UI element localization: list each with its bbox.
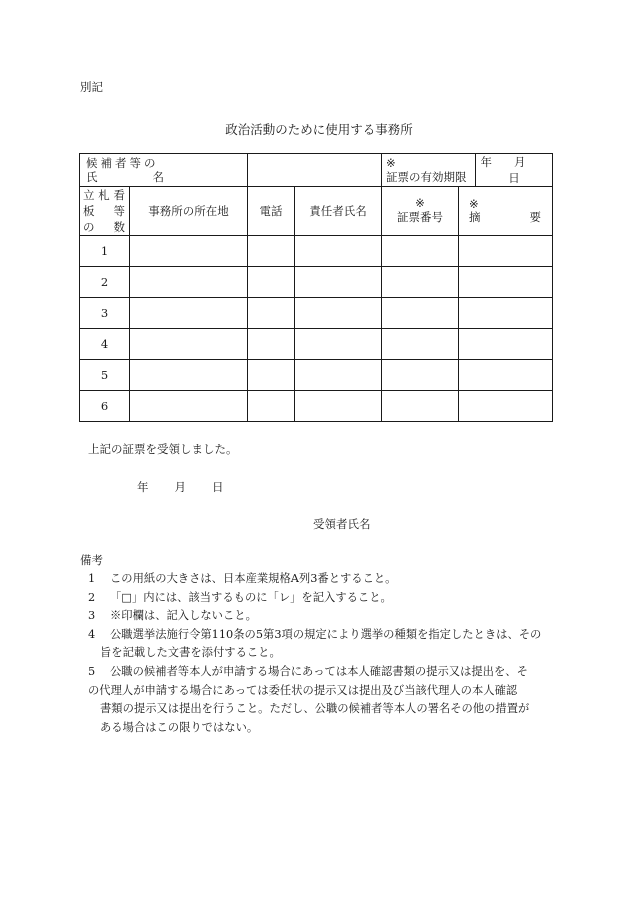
boards-count-header bbox=[80, 187, 130, 236]
boards-char-4: 板 bbox=[83, 204, 95, 218]
note-item bbox=[88, 570, 553, 589]
remarks-char-2: 要 bbox=[529, 210, 541, 224]
cert-number-column-header bbox=[382, 187, 459, 236]
note-item bbox=[88, 663, 553, 737]
remarks-column-header bbox=[459, 187, 553, 236]
table-row bbox=[80, 360, 553, 391]
table-row bbox=[80, 391, 553, 422]
notes-list bbox=[88, 570, 553, 737]
candidate-label-mei: 名 bbox=[152, 170, 164, 184]
manager-cell[interactable] bbox=[295, 391, 382, 422]
boards-char-7: 数 bbox=[113, 220, 125, 234]
table-row bbox=[80, 329, 553, 360]
manager-column-header: 責任者氏名 bbox=[295, 187, 382, 236]
note-text-continued: ある場合はこの限りではない。 bbox=[100, 720, 259, 734]
header-row-columns bbox=[80, 187, 553, 236]
cert-number-cell[interactable] bbox=[382, 298, 459, 329]
manager-cell[interactable] bbox=[295, 236, 382, 267]
remarks-cell[interactable] bbox=[459, 236, 553, 267]
note-text-continued: 書類の提示又は提出を行うこと。ただし、公職の候補者等本人の署名その他の措置が bbox=[100, 702, 530, 716]
note-number: 3 bbox=[88, 609, 96, 623]
table-row bbox=[80, 267, 553, 298]
row-number: 6 bbox=[80, 391, 130, 422]
note-text: この用紙の大きさは、日本産業規格A列3番とすること。 bbox=[110, 572, 397, 585]
receipt-date[interactable] bbox=[137, 479, 224, 495]
note-text-continued: の代理人が申請する場合にあっては委任状の提示又は提出及び当該代理人の本人確認 bbox=[88, 683, 518, 697]
table-row bbox=[80, 236, 553, 267]
note-text: ※印欄は、記入しないこと。 bbox=[110, 609, 257, 623]
table-row bbox=[80, 298, 553, 329]
boards-char-3: 看 bbox=[113, 188, 125, 202]
candidate-label-cell bbox=[80, 154, 248, 187]
boards-char-2: 札 bbox=[98, 188, 110, 202]
row-number: 1 bbox=[80, 236, 130, 267]
row-number: 2 bbox=[80, 267, 130, 298]
note-number: 4 bbox=[88, 627, 96, 641]
note-item bbox=[88, 607, 553, 626]
remarks-label bbox=[469, 210, 541, 224]
remarks-cell[interactable] bbox=[459, 298, 553, 329]
remarks-char-1: 摘 bbox=[469, 210, 481, 224]
note-text: 公職の候補者等本人が申請する場合にあっては本人確認書類の提示又は提出を、そ bbox=[110, 664, 528, 678]
receipt-month: 月 bbox=[174, 480, 186, 494]
page-title: 政治活動のために使用する事務所 bbox=[225, 122, 413, 137]
appendix-label: 別記 bbox=[80, 80, 103, 94]
remarks-mark: ※ bbox=[469, 197, 479, 211]
boards-char-5: 等 bbox=[113, 204, 125, 218]
cert-number-label: 証票番号 bbox=[397, 210, 443, 224]
note-number: 5 bbox=[88, 664, 96, 678]
phone-cell[interactable] bbox=[248, 391, 295, 422]
candidate-label-line2 bbox=[86, 170, 164, 184]
phone-cell[interactable] bbox=[248, 360, 295, 391]
phone-cell[interactable] bbox=[248, 236, 295, 267]
received-statement: 上記の証票を受領しました。 bbox=[88, 442, 238, 456]
row-number: 5 bbox=[80, 360, 130, 391]
boards-line3 bbox=[83, 219, 125, 235]
cert-validity-label: 証票の有効期限 bbox=[386, 170, 467, 184]
row-number: 4 bbox=[80, 329, 130, 360]
manager-cell[interactable] bbox=[295, 267, 382, 298]
cert-number-cell[interactable] bbox=[382, 329, 459, 360]
address-cell[interactable] bbox=[130, 236, 248, 267]
cert-number-cell[interactable] bbox=[382, 360, 459, 391]
boards-line1 bbox=[83, 187, 125, 203]
boards-line2 bbox=[83, 203, 125, 219]
note-item bbox=[88, 589, 553, 608]
receipt-year: 年 bbox=[137, 480, 149, 494]
receiver-name-label: 受領者氏名 bbox=[313, 517, 371, 531]
phone-cell[interactable] bbox=[248, 329, 295, 360]
address-cell[interactable] bbox=[130, 267, 248, 298]
note-text-continued: 旨を記載した文書を添付すること。 bbox=[100, 646, 281, 660]
manager-cell[interactable] bbox=[295, 329, 382, 360]
address-column-header: 事務所の所在地 bbox=[130, 187, 248, 236]
candidate-label-line1: 候補者等の bbox=[86, 156, 159, 170]
address-cell[interactable] bbox=[130, 391, 248, 422]
cert-number-cell[interactable] bbox=[382, 236, 459, 267]
boards-char-6: の bbox=[83, 220, 95, 234]
remarks-cell[interactable] bbox=[459, 360, 553, 391]
boards-char-1: 立 bbox=[83, 188, 95, 202]
phone-cell[interactable] bbox=[248, 298, 295, 329]
cert-validity-date-field[interactable] bbox=[476, 154, 553, 187]
address-cell[interactable] bbox=[130, 298, 248, 329]
address-cell[interactable] bbox=[130, 329, 248, 360]
phone-cell[interactable] bbox=[248, 267, 295, 298]
cert-number-cell[interactable] bbox=[382, 267, 459, 298]
validity-month: 月 bbox=[514, 155, 526, 169]
note-text: 公職選挙法施行令第110条の5第3項の規定により選挙の種類を指定したときは、その bbox=[110, 627, 542, 641]
receipt-day: 日 bbox=[212, 480, 224, 494]
notes-header: 備考 bbox=[80, 553, 103, 567]
cert-validity-label-cell bbox=[382, 154, 476, 187]
row-number: 3 bbox=[80, 298, 130, 329]
remarks-cell[interactable] bbox=[459, 267, 553, 298]
candidate-name-field[interactable] bbox=[248, 154, 382, 187]
note-number: 2 bbox=[88, 590, 96, 604]
office-table bbox=[79, 153, 553, 422]
cert-number-mark: ※ bbox=[415, 196, 425, 210]
note-number: 1 bbox=[88, 572, 96, 585]
candidate-label-shi: 氏 bbox=[86, 170, 98, 184]
phone-column-header: 電話 bbox=[248, 187, 295, 236]
validity-year: 年 bbox=[480, 155, 492, 169]
address-cell[interactable] bbox=[130, 360, 248, 391]
note-item bbox=[88, 626, 553, 663]
header-row-candidate bbox=[80, 154, 553, 187]
cert-validity-mark: ※ bbox=[386, 156, 396, 170]
validity-day: 日 bbox=[508, 171, 520, 185]
manager-cell[interactable] bbox=[295, 360, 382, 391]
note-text: 「□」内には、該当するものに「レ」を記入すること。 bbox=[110, 590, 392, 604]
remarks-cell[interactable] bbox=[459, 329, 553, 360]
cert-number-cell[interactable] bbox=[382, 391, 459, 422]
remarks-cell[interactable] bbox=[459, 391, 553, 422]
manager-cell[interactable] bbox=[295, 298, 382, 329]
